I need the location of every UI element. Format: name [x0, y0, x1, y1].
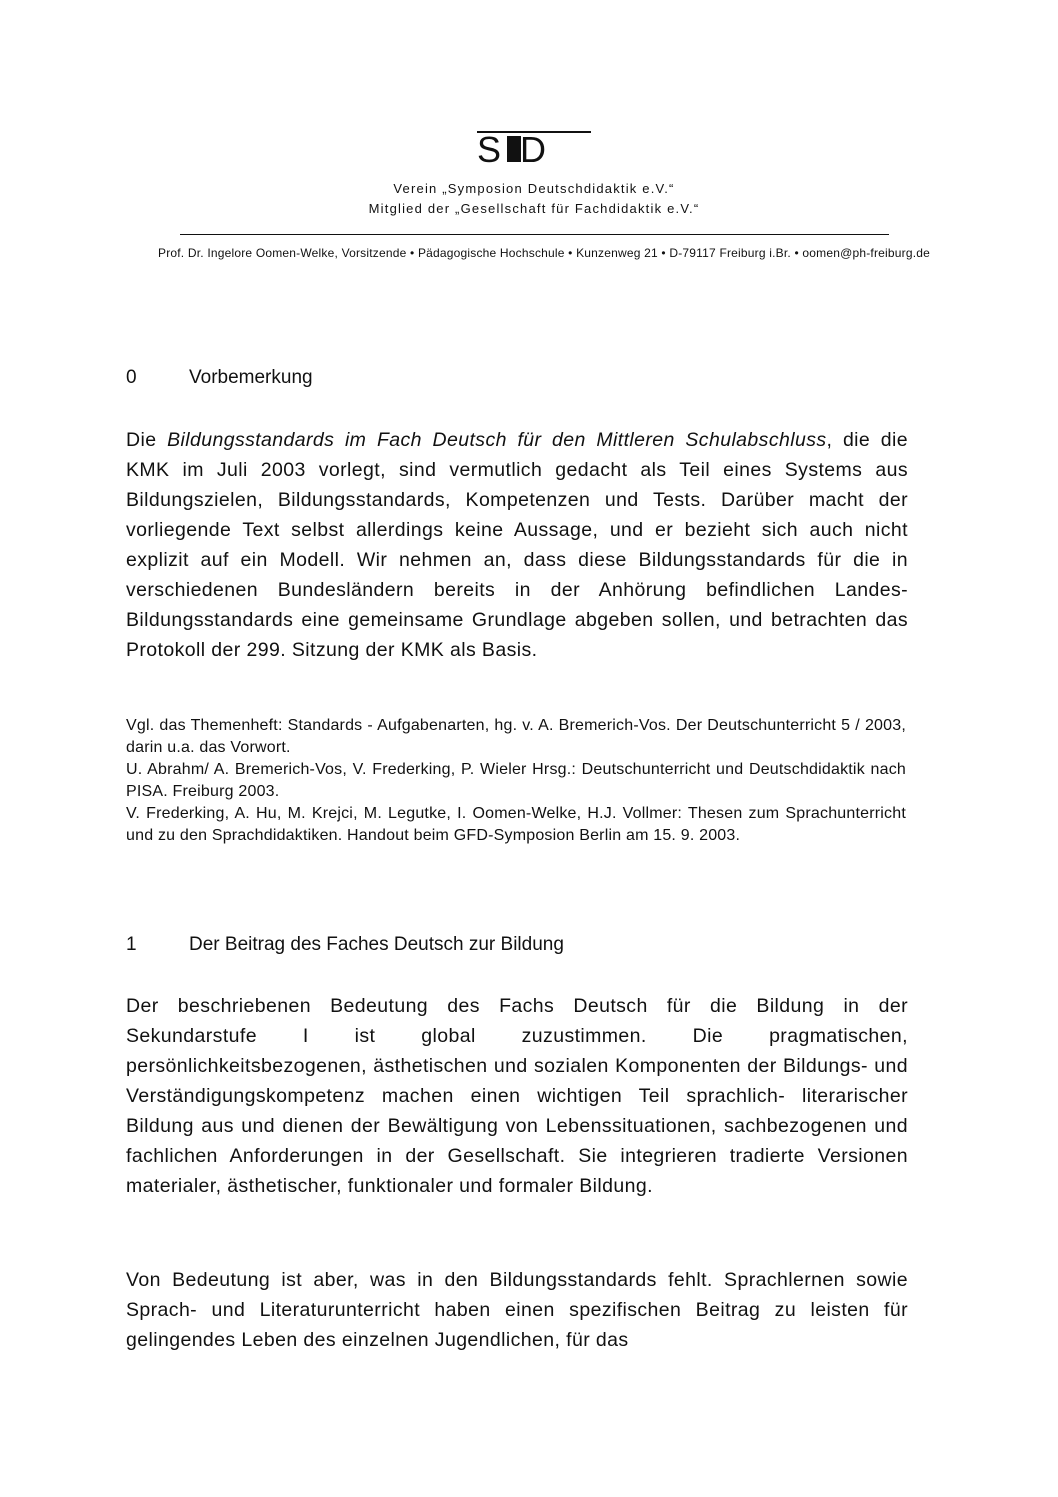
- section-title: Vorbemerkung: [189, 367, 313, 388]
- org-name-line: Verein „Symposion Deutschdidaktik e.V.“: [393, 181, 675, 196]
- reference-item: Vgl. das Themenheft: Standards - Aufgabenarten, hg. v. A. Bremerich-Vos. Der Deutschunterricht 5 / 2003, darin u.a. das Vorwort.: [126, 717, 906, 756]
- references-block: [126, 715, 906, 847]
- section-heading-1: [126, 933, 564, 957]
- reference-item: V. Frederking, A. Hu, M. Krejci, M. Legutke, I. Oomen-Welke, H.J. Vollmer: Thesen zum Sprachunterricht und zu den Sprachdidaktiken. Handout beim GFD-Symposion Berlin am 15. 9. 2003.: [126, 805, 906, 844]
- contact-line: Prof. Dr. Ingelore Oomen-Welke, Vorsitzende • Pädagogische Hochschule • Kunzenweg 21 • D-79117 Freiburg i.Br. • oomen@ph-freiburg.de: [157, 246, 930, 260]
- section-title: Der Beitrag des Faches Deutsch zur Bildung: [189, 934, 564, 955]
- intro-paragraph: [126, 425, 908, 665]
- section-number: 1: [126, 934, 137, 955]
- body-paragraph-1: Der beschriebenen Bedeutung des Fachs Deutsch für die Bildung in der Sekundarstufe I ist global zuzustimmen. Die pragmatischen, persönlichkeitsbezogenen, ästhetischen und sozialen Komponenten der Bildungs- und Verständigungskompetenz machen einen wichtigen Teil sprachlich- literarischer Bildung aus und dienen der Bewältigung von Lebenssituationen, sachbezogenen und fachlichen Anforderungen in der Gesellschaft. Sie integrieren tradierte Versionen materialer, ästhetischer, funktionaler und formaler Bildung.: [126, 995, 908, 1197]
- section-heading-0: [126, 366, 313, 390]
- header-divider: [180, 234, 889, 235]
- body-paragraph-2: Von Bedeutung ist aber, was in den Bildungsstandards fehlt. Sprachlernen sowie Sprach- und Literaturunterricht haben einen spezifischen Beitrag zu leisten für gelingendes Leben des einzelnen Jugendlichen, für das: [126, 1269, 908, 1351]
- logo-letter-d: D: [520, 129, 546, 170]
- document-title-italic: Bildungsstandards im Fach Deutsch für den Mittleren Schulabschluss: [167, 429, 827, 451]
- org-membership-line: Mitglied der „Gesellschaft für Fachdidaktik e.V.“: [368, 201, 700, 216]
- sdd-logo: [477, 128, 591, 168]
- logo-block: [507, 136, 521, 162]
- paragraph-lead: Die: [126, 429, 168, 451]
- section-number: 0: [126, 367, 137, 388]
- logo-letter-s: S: [477, 129, 502, 170]
- paragraph-body: , die die KMK im Juli 2003 vorlegt, sind vermutlich gedacht als Teil eines Systems aus Bildungszielen, Bildungsstandards, Kompetenzen und Tests. Darüber macht der vorliegende Text selbst allerdings keine Aussage, und er bezieht sich auch nicht explizit auf ein Modell. Wir nehmen an, dass diese Bildungsstandards für die in verschiedenen Bundesländern bereits in der Anhörung befindlichen Landes-Bildungsstandards eine gemeinsame Grundlage abgeben sollen, und betrachten das Protokoll der 299. Sitzung der KMK als Basis.: [126, 429, 909, 661]
- reference-item: U. Abrahm/ A. Bremerich-Vos, V. Frederking, P. Wieler Hrsg.: Deutschunterricht und Deutschdidaktik nach PISA. Freiburg 2003.: [126, 761, 906, 800]
